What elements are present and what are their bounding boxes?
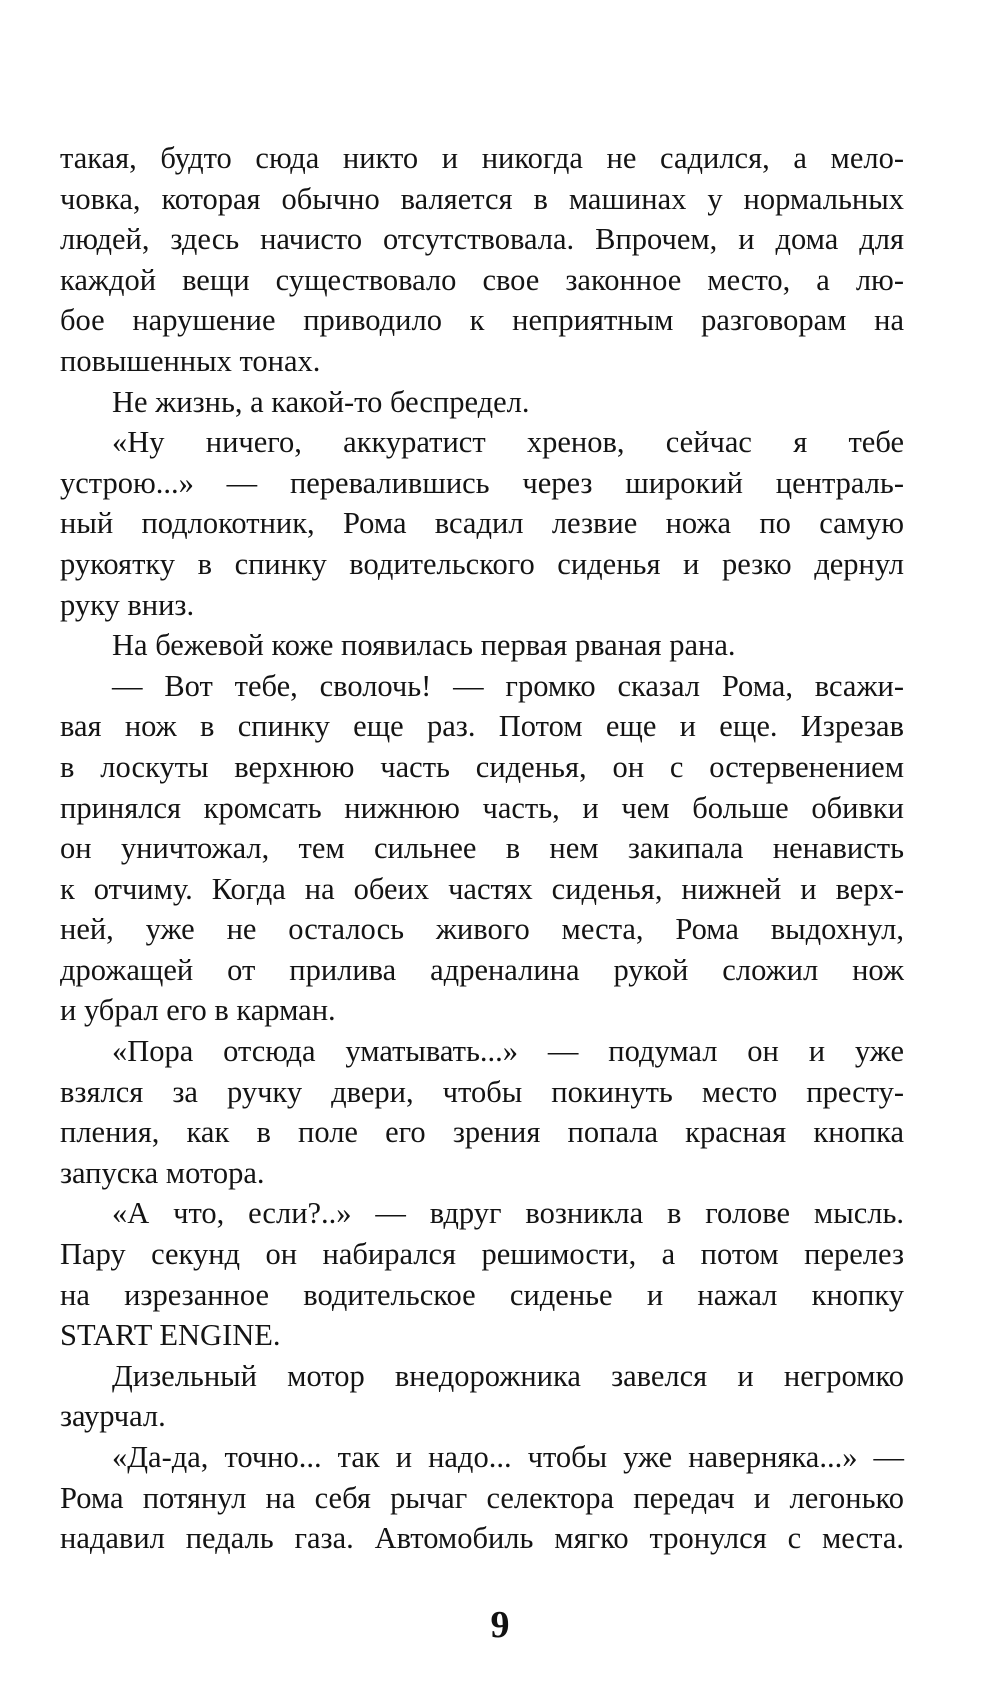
- text-line: повышенных тонах.: [60, 343, 321, 378]
- text-line: дрожащей от прилива адреналина рукой сложил нож: [60, 952, 904, 987]
- text-line: такая, будто сюда никто и никогда не садился, а мело-: [60, 141, 904, 175]
- text-line: руку вниз.: [60, 587, 195, 622]
- text-line: Пару секунд он набирался решимости, а потом перелез: [60, 1237, 904, 1272]
- text-line: запуска мотора.: [60, 1155, 265, 1190]
- text-line: устрою...» — перевалившись через широкий централь-: [60, 465, 904, 500]
- text-line: принялся кромсать нижнюю часть, и чем больше обивки: [60, 790, 904, 825]
- text-line: Рома потянул на себя рычаг селектора передач и легонько: [60, 1480, 904, 1515]
- text-line: надавил педаль газа. Автомобиль мягко тронулся с места.: [60, 1521, 904, 1556]
- body-text: [60, 138, 904, 1559]
- text-line: каждой вещи существовало свое законное место, а лю-: [60, 262, 904, 297]
- text-line: START ENGINE.: [60, 1318, 281, 1353]
- text-line: людей, здесь начисто отсутствовала. Впрочем, и дома для: [60, 222, 904, 257]
- text-line: «Ну ничего, аккуратист хренов, сейчас я тебе: [112, 425, 904, 460]
- text-line: и убрал его в карман.: [60, 993, 336, 1028]
- text-line: — Вот тебе, сволочь! — громко сказал Рома, всажи-: [112, 668, 904, 703]
- text-line: ней, уже не осталось живого места, Рома выдохнул,: [60, 912, 904, 947]
- text-line: «А что, если?..» — вдруг возникла в голове мысль.: [112, 1196, 904, 1231]
- text-line: заурчал.: [60, 1399, 166, 1434]
- text-line: к отчиму. Когда на обеих частях сиденья, нижней и верх-: [60, 871, 904, 906]
- text-line: ный подлокотник, Рома всадил лезвие ножа по самую: [60, 506, 904, 541]
- text-line: Дизельный мотор внедорожника завелся и негромко: [112, 1358, 904, 1393]
- text-line: «Да-да, точно... так и надо... чтобы уже наверняка...» —: [112, 1440, 904, 1474]
- text-line: бое нарушение приводило к неприятным разговорам на: [60, 303, 904, 338]
- text-line: рукоятку в спинку водительского сиденья и резко дернул: [60, 546, 904, 581]
- text-line: взялся за ручку двери, чтобы покинуть место престу-: [60, 1074, 904, 1109]
- text-line: он уничтожал, тем сильнее в нем закипала ненависть: [60, 831, 904, 866]
- text-line: на изрезанное водительское сиденье и нажал кнопку: [60, 1277, 904, 1312]
- text-line: Не жизнь, а какой-то беспредел.: [112, 384, 530, 419]
- text-line: пления, как в поле его зрения попала красная кнопка: [60, 1115, 904, 1150]
- text-line: човка, которая обычно валяется в машинах у нормальных: [60, 181, 904, 216]
- page-number: 9: [490, 1604, 510, 1646]
- text-line: вая нож в спинку еще раз. Потом еще и еще. Изрезав: [60, 709, 904, 744]
- text-line: На бежевой коже появилась первая рваная рана.: [112, 628, 736, 663]
- text-line: в лоскуты верхнюю часть сиденья, он с остервенением: [60, 749, 904, 784]
- text-line: «Пора отсюда уматывать...» — подумал он и уже: [112, 1034, 904, 1069]
